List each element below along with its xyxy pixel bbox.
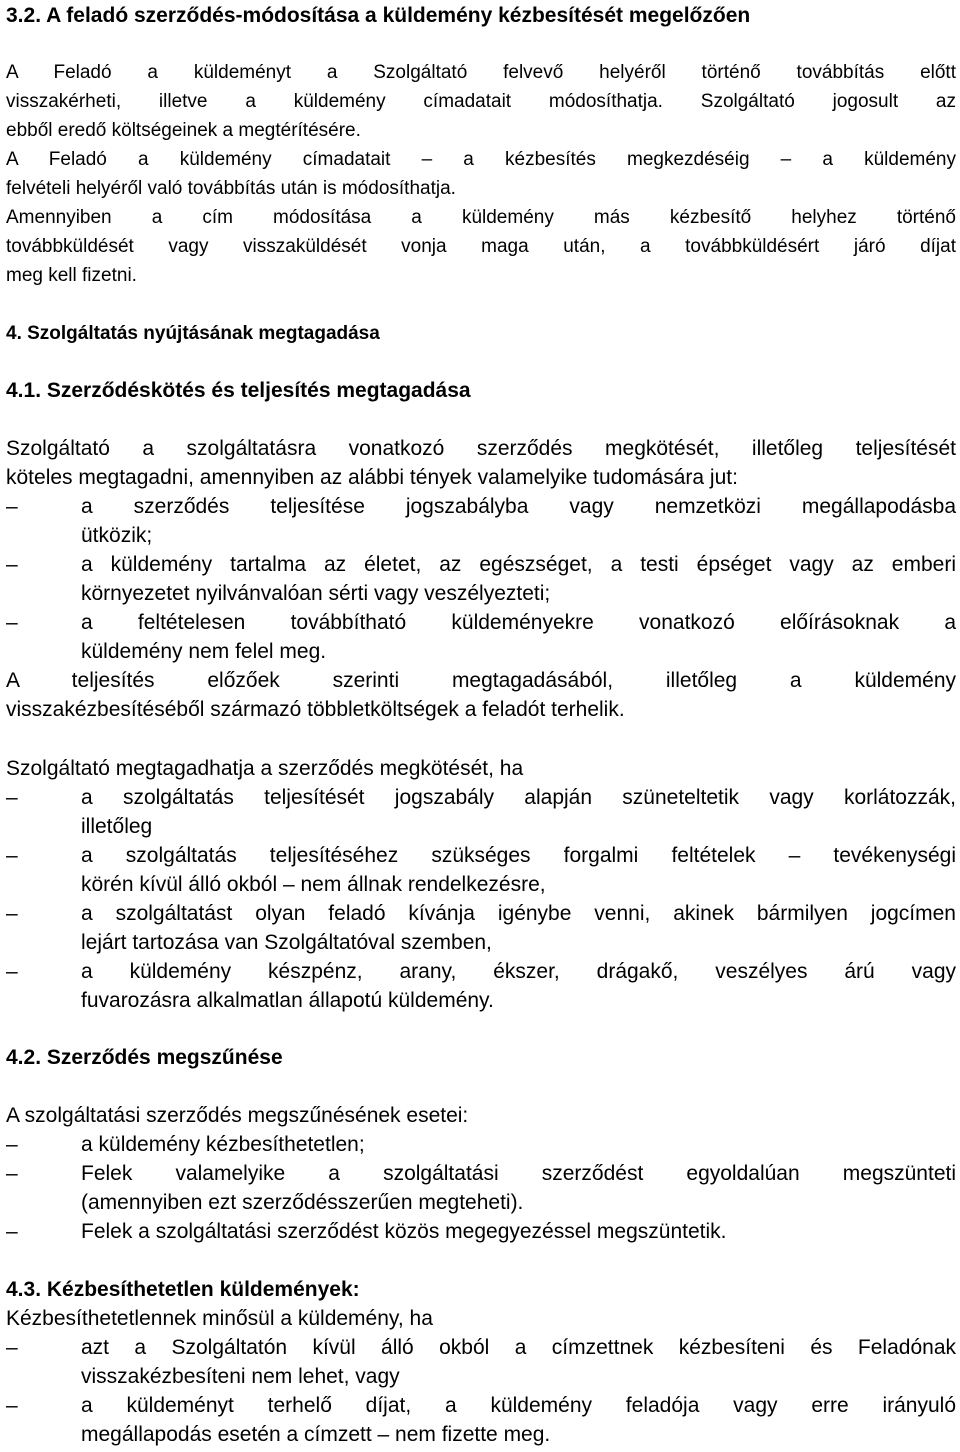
dash-bullet: – <box>6 786 18 809</box>
paragraph-line: A teljesítés előzőek szerinti megtagadásából, illetőleg a küldemény <box>6 669 956 692</box>
paragraph-line: Szolgáltató a szolgáltatásra vonatkozó szerződés megkötését, illetőleg teljesítését <box>6 437 956 460</box>
paragraph-line: ebből eredő költségeinek a megtérítésére. <box>6 120 361 141</box>
paragraph-line: továbbküldését vagy visszaküldését vonja maga után, a továbbküldésért járó díjat <box>6 236 956 257</box>
paragraph-line: Amennyiben a cím módosítása a küldemény más kézbesítő helyhez történő <box>6 207 956 228</box>
section-heading-4-1: 4.1. Szerződéskötés és teljesítés megtagadása <box>6 379 471 402</box>
list-item-text: fuvarozásra alkalmatlan állapotú küldemény. <box>81 989 494 1012</box>
list-item-text: a szerződés teljesítése jogszabályba vagy nemzetközi megállapodásba <box>81 495 956 518</box>
list-item-text: (amennyiben ezt szerződésszerűen megteheti). <box>81 1191 524 1214</box>
list-item-text: visszakézbesíteni nem lehet, vagy <box>81 1365 400 1388</box>
paragraph-line: köteles megtagadni, amennyiben az alábbi tények valamelyike tudomására jut: <box>6 466 738 489</box>
section-heading-4-2: 4.2. Szerződés megszűnése <box>6 1046 283 1069</box>
list-item-text: környezetet nyilvánvalóan sérti vagy veszélyezteti; <box>81 582 551 605</box>
paragraph-line: felvételi helyéről való továbbítás után is módosíthatja. <box>6 178 456 199</box>
list-item-text: Felek a szolgáltatási szerződést közös megegyezéssel megszüntetik. <box>81 1220 727 1243</box>
dash-bullet: – <box>6 1394 18 1417</box>
list-item-text: a küldemény készpénz, arany, ékszer, drágakő, veszélyes árú vagy <box>81 960 956 983</box>
list-item-text: küldemény nem felel meg. <box>81 640 327 663</box>
paragraph-line: A szolgáltatási szerződés megszűnésének esetei: <box>6 1104 469 1127</box>
list-item-text: ütközik; <box>81 524 153 547</box>
paragraph-line: meg kell fizetni. <box>6 265 137 286</box>
list-item-text: a szolgáltatás teljesítéséhez szükséges forgalmi feltételek – tevékenységi <box>81 844 956 867</box>
list-item-text: a küldemény tartalma az életet, az egészséget, a testi épséget vagy az emberi <box>81 553 956 576</box>
list-item-text: a szolgáltatás teljesítését jogszabály alapján szüneteltetik vagy korlátozzák, <box>81 786 956 809</box>
section-heading-3-2: 3.2. A feladó szerződés-módosítása a küldemény kézbesítését megelőzően <box>6 4 751 27</box>
paragraph-line: Szolgáltató megtagadhatja a szerződés megkötését, ha <box>6 757 524 780</box>
list-item-text: megállapodás esetén a címzett – nem fizette meg. <box>81 1423 551 1446</box>
list-item-text: azt a Szolgáltatón kívül álló okból a címzettnek kézbesíteni és Feladónak <box>81 1336 956 1359</box>
list-item-text: illetőleg <box>81 815 153 838</box>
dash-bullet: – <box>6 1133 18 1156</box>
list-item-text: a küldemény kézbesíthetetlen; <box>81 1133 365 1156</box>
paragraph-line: visszakérheti, illetve a küldemény címadatait módosíthatja. Szolgáltató jogosult az <box>6 91 956 112</box>
list-item-text: körén kívül álló okból – nem állnak rendelkezésre, <box>81 873 546 896</box>
dash-bullet: – <box>6 1162 18 1185</box>
paragraph-line: visszakézbesítéséből származó többletköltségek a feladót terhelik. <box>6 698 625 721</box>
list-item-text: a szolgáltatást olyan feladó kívánja igénybe venni, akinek bármilyen jogcímen <box>81 902 956 925</box>
dash-bullet: – <box>6 553 18 576</box>
section-heading-4-3: 4.3. Kézbesíthetetlen küldemények: <box>6 1278 360 1301</box>
paragraph-line: A Feladó a küldemény címadatait – a kézbesítés megkezdéséig – a küldemény <box>6 149 956 170</box>
dash-bullet: – <box>6 844 18 867</box>
dash-bullet: – <box>6 902 18 925</box>
dash-bullet: – <box>6 960 18 983</box>
dash-bullet: – <box>6 611 18 634</box>
list-item-text: a küldeményt terhelő díjat, a küldemény feladója vagy erre irányuló <box>81 1394 956 1417</box>
list-item-text: lejárt tartozása van Szolgáltatóval szemben, <box>81 931 492 954</box>
list-item-text: Felek valamelyike a szolgáltatási szerződést egyoldalúan megszünteti <box>81 1162 956 1185</box>
section-heading-4: 4. Szolgáltatás nyújtásának megtagadása <box>6 323 380 344</box>
paragraph-line: Kézbesíthetetlennek minősül a küldemény, ha <box>6 1307 433 1330</box>
dash-bullet: – <box>6 1220 18 1243</box>
dash-bullet: – <box>6 1336 18 1359</box>
list-item-text: a feltételesen továbbítható küldeményekre vonatkozó előírásoknak a <box>81 611 956 634</box>
dash-bullet: – <box>6 495 18 518</box>
paragraph-line: A Feladó a küldeményt a Szolgáltató felvevő helyéről történő továbbítás előtt <box>6 62 956 83</box>
